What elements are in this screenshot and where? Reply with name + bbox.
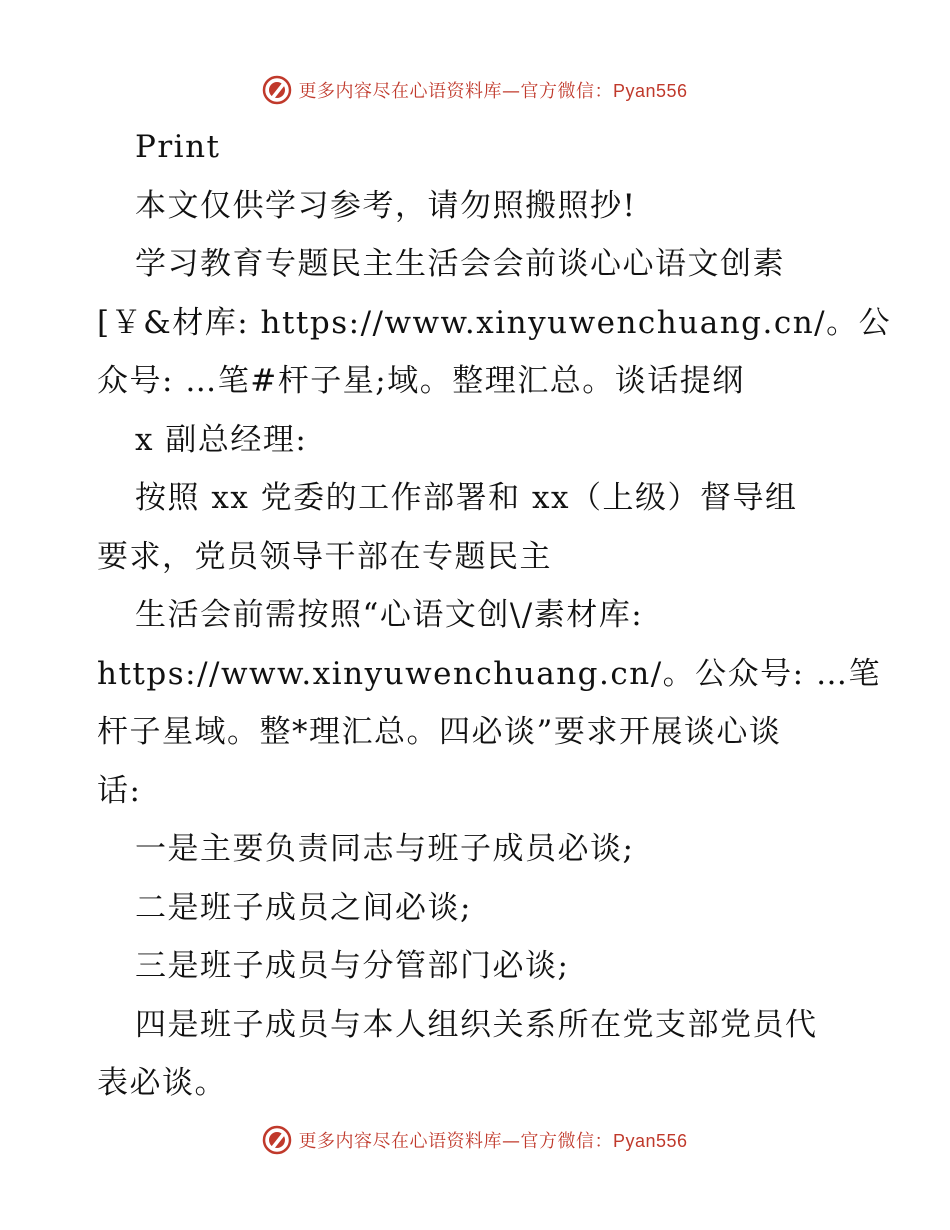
pen-logo-icon: [262, 1125, 292, 1155]
text-line: 按照 xx 党委的工作部署和 xx（上级）督导组: [135, 480, 798, 516]
text-line: 要求，党员领导干部在专题民主: [97, 538, 552, 575]
text-line: 本文仅供学习参考，请勿照搬照抄!: [135, 187, 637, 224]
text-line: 一是主要负责同志与班子成员必谈;: [135, 831, 635, 867]
text-line: https://www.xinyuwenchuang.cn/。公众号: …笔: [97, 655, 881, 692]
footer-watermark: [0, 1120, 950, 1160]
text-line: 四是班子成员与本人组织关系所在党支部党员代: [135, 1006, 818, 1043]
watermark-prefix: 更多内容尽在心语资料库: [298, 1131, 502, 1152]
text-line: 三是班子成员与分管部门必谈;: [135, 948, 570, 984]
watermark-dash: —: [501, 1131, 521, 1152]
watermark-dash: —: [501, 81, 521, 102]
watermark-text: [298, 77, 687, 103]
text-line: 话:: [97, 772, 142, 809]
watermark-prefix: 更多内容尽在心语资料库: [298, 81, 502, 102]
text-line: 表必谈。: [97, 1065, 227, 1101]
watermark-id: Pyan556: [612, 81, 688, 101]
text-line: 杆子星域。整*理汇总。四必谈”要求开展谈心谈: [97, 714, 782, 750]
text-line: x 副总经理:: [135, 421, 308, 458]
watermark-middle: 官方微信：: [520, 81, 613, 102]
text-line: Print: [135, 129, 221, 165]
text-line: 众号: …笔#杆子星;域。整理汇总。谈话提纲: [97, 363, 745, 399]
text-line: 学习教育专题民主生活会会前谈心心语文创素: [135, 246, 785, 282]
text-line: 二是班子成员之间必谈;: [135, 889, 472, 926]
text-line: [￥&材库: https://www.xinyuwenchuang.cn/。公: [97, 304, 892, 341]
watermark-text: [298, 1127, 687, 1153]
watermark-id: Pyan556: [612, 1131, 688, 1151]
document-body: [97, 118, 892, 1113]
text-line: 生活会前需按照“心语文创\/素材库:: [135, 597, 644, 633]
header-watermark: [0, 70, 950, 110]
watermark-middle: 官方微信：: [520, 1131, 613, 1152]
pen-logo-icon: [262, 75, 292, 105]
